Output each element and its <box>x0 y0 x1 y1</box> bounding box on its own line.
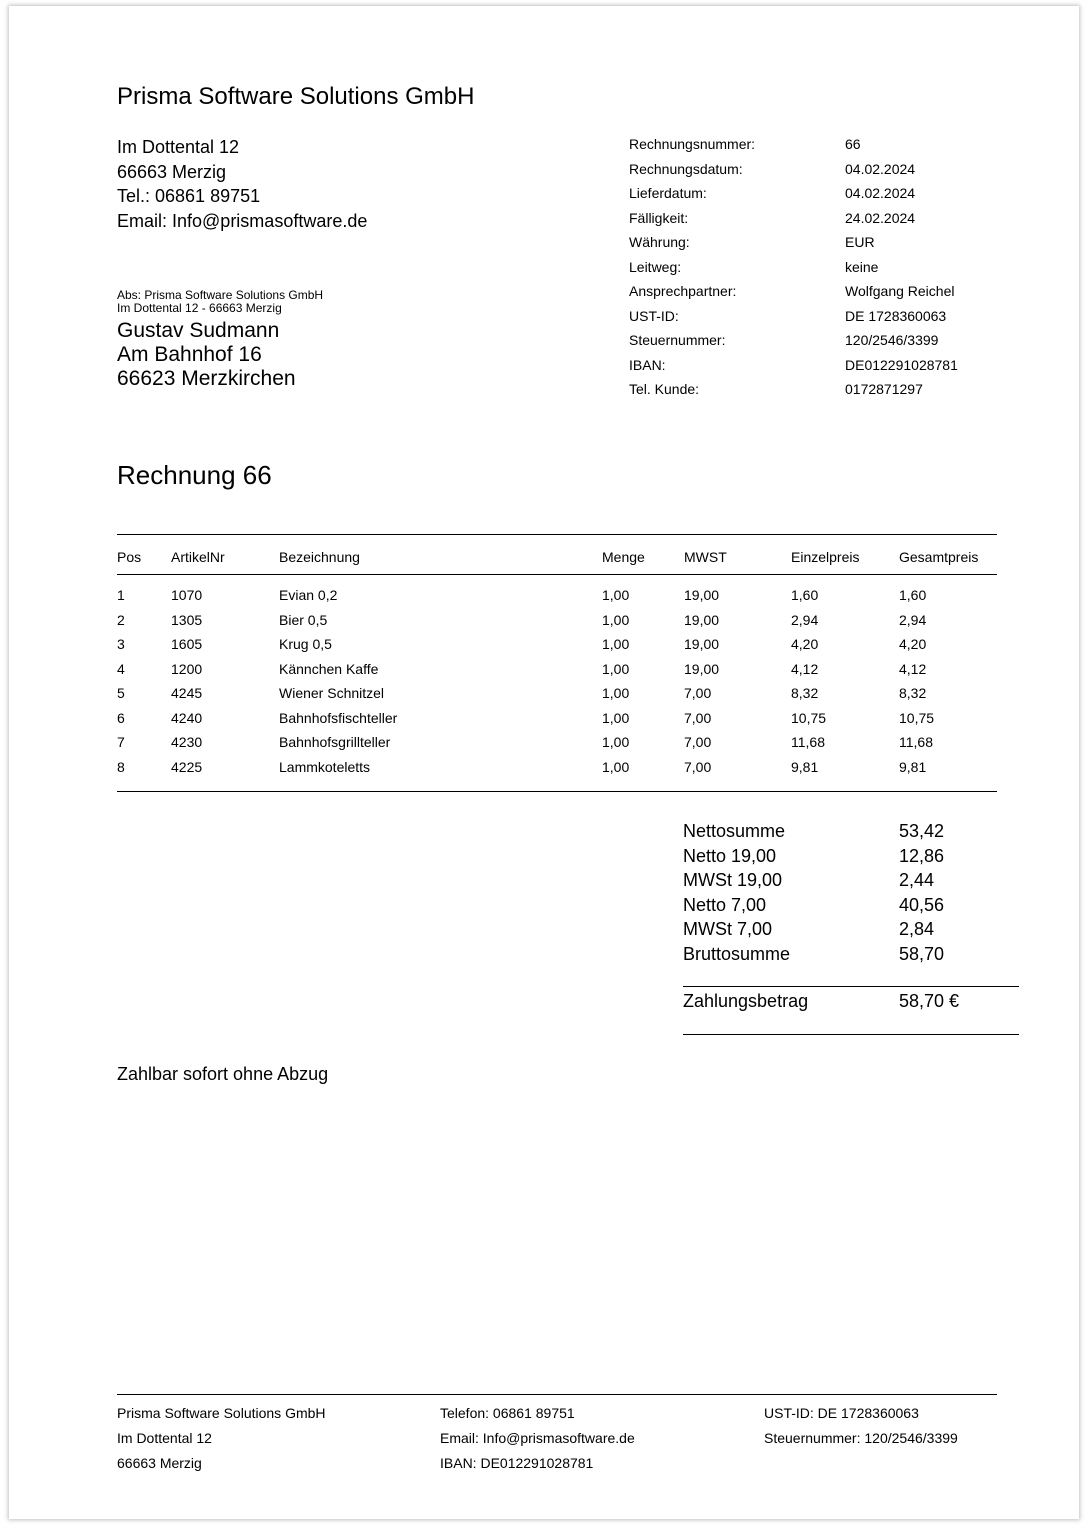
column-header: MWST <box>684 549 727 565</box>
table-cell: Bier 0,5 <box>279 611 328 628</box>
invoice-title: Rechnung 66 <box>117 460 272 490</box>
table-cell: 4,12 <box>791 660 819 677</box>
sender-return-line <box>117 289 323 315</box>
table-cell: 2 <box>117 611 125 628</box>
totals-value: 2,44 <box>899 870 935 890</box>
totals-row <box>683 846 1003 871</box>
meta-row <box>629 136 989 161</box>
table-cell: 9,81 <box>899 758 927 775</box>
meta-row <box>629 332 989 357</box>
footer-line: Steuernummer: 120/2546/3399 <box>764 1430 958 1446</box>
table-cell: 1,00 <box>602 611 630 628</box>
footer-line: Im Dottental 12 <box>117 1430 212 1446</box>
table-cell: 3 <box>117 636 125 652</box>
table-cell: 4 <box>117 660 125 677</box>
meta-label: Steuernummer: <box>629 332 726 348</box>
totals-label: MWSt 19,00 <box>683 870 783 890</box>
table-cell: 1,00 <box>602 758 630 775</box>
table-row <box>117 685 997 710</box>
payable-bottom-divider <box>683 1034 1019 1035</box>
recipient-name: Gustav Sudmann <box>117 319 280 342</box>
table-cell: Evian 0,2 <box>279 587 338 603</box>
meta-label: Leitweg: <box>629 258 682 275</box>
company-address <box>117 135 367 233</box>
table-cell: Bahnhofsfischteller <box>279 709 398 726</box>
table-cell: 1200 <box>171 660 203 677</box>
table-cell: 8,32 <box>791 685 819 701</box>
totals-block <box>683 821 1003 968</box>
company-phone: Tel.: 06861 89751 <box>117 186 261 206</box>
table-cell: 7 <box>117 734 125 750</box>
column-header: Gesamtpreis <box>899 549 979 565</box>
table-row <box>117 612 997 637</box>
meta-value: 0172871297 <box>845 381 923 397</box>
totals-value: 12,86 <box>899 845 945 866</box>
table-cell: 10,75 <box>791 709 827 726</box>
table-cell: Krug 0,5 <box>279 636 332 652</box>
meta-label: IBAN: <box>629 356 666 373</box>
table-cell: 2,94 <box>791 611 819 628</box>
table-header-divider <box>117 574 997 575</box>
table-cell: 6 <box>117 709 125 726</box>
totals-value: 40,56 <box>899 894 945 915</box>
table-cell: 4,20 <box>899 636 927 652</box>
table-cell: 1,00 <box>602 587 630 603</box>
table-cell: 7,00 <box>684 734 712 750</box>
table-cell: 7,00 <box>684 709 712 726</box>
table-cell: 19,00 <box>684 587 720 603</box>
table-row <box>117 759 997 784</box>
meta-row <box>629 357 989 382</box>
table-row <box>117 636 997 661</box>
table-cell: 19,00 <box>684 660 720 677</box>
meta-value: Wolfgang Reichel <box>845 283 955 299</box>
totals-row <box>683 944 1003 969</box>
table-cell: 1605 <box>171 636 203 652</box>
table-cell: 4,12 <box>899 660 927 677</box>
table-cell: 9,81 <box>791 758 819 775</box>
totals-row <box>683 919 1003 944</box>
table-cell: 4230 <box>171 734 203 750</box>
table-cell: 1,00 <box>602 734 630 750</box>
meta-label: Lieferdatum: <box>629 185 707 201</box>
table-cell: 10,75 <box>899 709 935 726</box>
table-cell: Bahnhofsgrillteller <box>279 734 391 750</box>
footer-line: 66663 Merzig <box>117 1455 202 1471</box>
column-header: Menge <box>602 549 645 565</box>
footer-divider <box>117 1394 997 1395</box>
table-row <box>117 587 997 612</box>
table-cell: 4225 <box>171 758 203 775</box>
company-email: Email: Info@prismasoftware.de <box>117 210 368 231</box>
payable-row <box>683 991 1003 1015</box>
invoice-meta <box>629 136 989 406</box>
table-cell: 7,00 <box>684 685 712 701</box>
meta-value: 120/2546/3399 <box>845 332 939 348</box>
meta-label: Rechnungsnummer: <box>629 136 756 152</box>
table-cell: 4240 <box>171 709 203 726</box>
totals-row <box>683 821 1003 846</box>
column-header: Bezeichnung <box>279 549 360 565</box>
column-header: Pos <box>117 549 142 565</box>
footer-line: Prisma Software Solutions GmbH <box>117 1405 326 1421</box>
meta-label: Tel. Kunde: <box>629 381 700 397</box>
table-cell: 1,60 <box>899 587 927 603</box>
totals-label: Bruttosumme <box>683 943 791 964</box>
table-row <box>117 661 997 686</box>
items-table <box>117 534 997 783</box>
meta-label: UST-ID: <box>629 307 679 324</box>
table-cell: Kännchen Kaffe <box>279 660 379 677</box>
meta-row <box>629 234 989 259</box>
table-cell: 1,00 <box>602 636 630 652</box>
recipient-address <box>117 319 296 391</box>
table-cell: 4245 <box>171 685 203 701</box>
meta-value: 66 <box>845 136 861 152</box>
company-name: Prisma Software Solutions GmbH <box>117 83 475 110</box>
totals-label: MWSt 7,00 <box>683 919 773 939</box>
table-cell: 1,00 <box>602 660 630 677</box>
totals-value: 53,42 <box>899 821 945 841</box>
payable-label: Zahlungsbetrag <box>683 991 809 1011</box>
meta-value: 04.02.2024 <box>845 160 916 177</box>
table-row <box>117 710 997 735</box>
company-city: 66663 Merzig <box>117 161 227 182</box>
meta-value: 24.02.2024 <box>845 209 916 226</box>
meta-value: keine <box>845 258 879 275</box>
payable-top-divider <box>683 986 1019 987</box>
table-row <box>117 734 997 759</box>
totals-label: Nettosumme <box>683 821 786 841</box>
sender-line-1: Abs: Prisma Software Solutions GmbH <box>117 288 324 302</box>
table-cell: 11,68 <box>791 734 825 750</box>
meta-row <box>629 259 989 284</box>
column-header: ArtikelNr <box>171 549 225 565</box>
meta-label: Ansprechpartner: <box>629 283 737 299</box>
recipient-city: 66623 Merzkirchen <box>117 367 296 390</box>
meta-label: Rechnungsdatum: <box>629 160 743 177</box>
meta-row <box>629 185 989 210</box>
footer-line: Email: Info@prismasoftware.de <box>440 1430 635 1446</box>
table-cell: 1,00 <box>602 709 630 726</box>
meta-value: 04.02.2024 <box>845 185 916 201</box>
table-bottom-divider <box>117 791 997 792</box>
table-cell: 2,94 <box>899 611 927 628</box>
footer-company <box>117 1401 326 1476</box>
recipient-street: Am Bahnhof 16 <box>117 343 262 366</box>
footer-line: UST-ID: DE 1728360063 <box>764 1405 919 1421</box>
table-header-row <box>117 534 997 587</box>
meta-value: DE 1728360063 <box>845 307 947 324</box>
meta-row <box>629 308 989 333</box>
meta-value: EUR <box>845 234 875 250</box>
table-cell: 4,20 <box>791 636 819 652</box>
table-cell: 19,00 <box>684 611 720 628</box>
totals-row <box>683 870 1003 895</box>
invoice-page <box>9 6 1079 1519</box>
meta-row <box>629 210 989 235</box>
meta-value: DE012291028781 <box>845 356 958 373</box>
footer-line: IBAN: DE012291028781 <box>440 1455 594 1471</box>
table-cell: 1305 <box>171 611 203 628</box>
company-street: Im Dottental 12 <box>117 137 240 157</box>
payable-value: 58,70 € <box>899 991 960 1011</box>
footer-line: Telefon: 06861 89751 <box>440 1405 575 1421</box>
footer-contact <box>440 1401 635 1476</box>
totals-row <box>683 895 1003 920</box>
table-cell: Wiener Schnitzel <box>279 685 385 701</box>
table-cell: 11,68 <box>899 734 933 750</box>
table-cell: 1 <box>117 587 125 603</box>
payment-terms: Zahlbar sofort ohne Abzug <box>117 1064 329 1084</box>
table-cell: 8 <box>117 758 125 775</box>
meta-row <box>629 283 989 308</box>
meta-label: Währung: <box>629 234 690 250</box>
totals-label: Netto 19,00 <box>683 845 777 866</box>
meta-row <box>629 381 989 406</box>
table-cell: 7,00 <box>684 758 712 775</box>
footer-tax <box>764 1401 958 1451</box>
table-cell: 8,32 <box>899 685 927 701</box>
totals-value: 2,84 <box>899 919 935 939</box>
sender-line-2: Im Dottental 12 - 66663 Merzig <box>117 301 282 315</box>
table-cell: 1070 <box>171 587 203 603</box>
table-cell: 1,00 <box>602 685 630 701</box>
table-cell: 19,00 <box>684 636 720 652</box>
meta-label: Fälligkeit: <box>629 209 689 226</box>
table-cell: 1,60 <box>791 587 819 603</box>
table-cell: 5 <box>117 685 125 701</box>
totals-value: 58,70 <box>899 943 945 964</box>
column-header: Einzelpreis <box>791 549 860 565</box>
meta-row <box>629 161 989 186</box>
totals-label: Netto 7,00 <box>683 894 767 915</box>
table-cell: Lammkoteletts <box>279 758 371 775</box>
